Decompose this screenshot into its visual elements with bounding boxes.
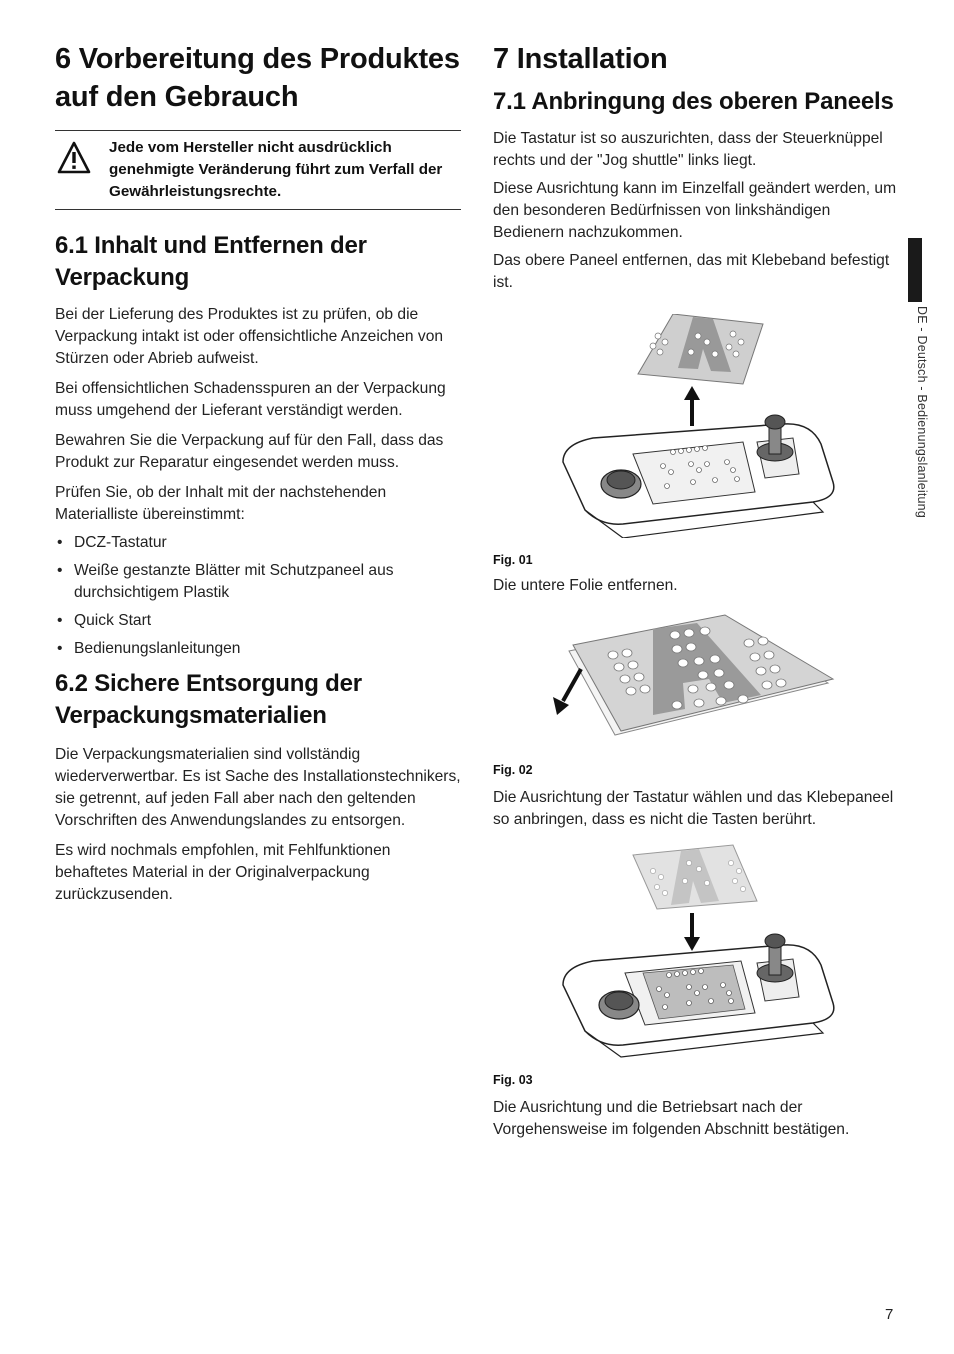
paragraph: Die untere Folie entfernen. (493, 577, 678, 594)
warning-box (55, 130, 461, 210)
figure-01 (493, 314, 903, 567)
warning-icon (57, 141, 91, 175)
left-column (55, 40, 461, 906)
paragraph: Bewahren Sie die Verpackung auf für den Fall, dass das Produkt zur Reparatur eingesendet werden muss. (55, 432, 444, 471)
list-item: • Bedienungslanleitungen (55, 638, 461, 660)
paragraph: Es wird nochmals empfohlen, mit Fehlfunktionen behaftetes Material in der Originalverpackung zurückzusenden. (55, 842, 391, 903)
paragraph: Die Verpackungsmaterialien sind vollständig wiederverwertbar. Es ist Sache des Installationstechnikers, sie getrennt, auf jeden Fall aber nach den geltenden Vorschriften des Anwendungslandes zu entsorgen. (55, 746, 461, 829)
warning-text: Jede vom Hersteller nicht ausdrücklich genehmigte Veränderung führt zum Verfall der Gewährleistungsrechte. (109, 139, 443, 200)
paragraph: Prüfen Sie, ob der Inhalt mit der nachstehenden Materialliste übereinstimmt: (55, 484, 387, 523)
panel-attachment-illustration (493, 841, 903, 1061)
section-6-title: 6 Vorbereitung des Produktes auf den Gebrauch (55, 43, 460, 113)
figure-03 (493, 841, 903, 1087)
material-list (55, 532, 461, 660)
list-item: • Weiße gestanzte Blätter mit Schutzpaneel aus durchsichtigem Plastik (55, 560, 461, 604)
page-number: 7 (885, 1306, 894, 1323)
paragraph: Bei offensichtlichen Schadensspuren an der Verpackung muss umgehend der Lieferant verständigt werden. (55, 380, 446, 419)
right-column (493, 40, 903, 1141)
side-language-tab (908, 238, 922, 302)
section-7-1-title: 7.1 Anbringung des oberen Paneels (493, 88, 894, 115)
section-6-2 (55, 668, 461, 906)
keyboard-panel-removal-illustration (493, 314, 903, 538)
paragraph: Das obere Paneel entfernen, das mit Klebeband befestigt ist. (493, 252, 890, 291)
paragraph: Diese Ausrichtung kann im Einzelfall geändert werden, um den besonderen Bedürfnissen von linkshändigen Bedienern nachzukommen. (493, 180, 897, 241)
paragraph: Die Tastatur ist so auszurichten, dass der Steuerknüppel rechts und der "Jog shuttle" links liegt. (493, 130, 883, 169)
figure-caption: Fig. 01 (493, 553, 533, 567)
section-7-title: 7 Installation (493, 43, 668, 75)
side-language-label: DE - Deutsch - Bedienungslanleitung (915, 306, 929, 518)
paragraph: Bei der Lieferung des Produktes ist zu prüfen, ob die Verpackung intakt ist oder offensichtliche Anzeichen von Stürzen oder Abrieb aufweist. (55, 306, 444, 367)
section-6-2-title: 6.2 Sichere Entsorgung der Verpackungsmaterialien (55, 670, 362, 729)
paragraph: Die Ausrichtung und die Betriebsart nach der Vorgehensweise im folgenden Abschnitt bestätigen. (493, 1099, 850, 1138)
figure-caption: Fig. 02 (493, 763, 533, 777)
figure-02 (493, 613, 903, 777)
list-item: • DCZ-Tastatur (55, 532, 461, 554)
figure-caption: Fig. 03 (493, 1073, 533, 1087)
section-6-1 (55, 230, 461, 660)
bottom-foil-removal-illustration (493, 613, 903, 741)
paragraph: Die Ausrichtung der Tastatur wählen und das Klebepaneel so anbringen, dass es nicht die Tasten berührt. (493, 789, 894, 828)
list-item: • Quick Start (55, 610, 461, 632)
section-6-1-title: 6.1 Inhalt und Entfernen der Verpackung (55, 232, 367, 291)
